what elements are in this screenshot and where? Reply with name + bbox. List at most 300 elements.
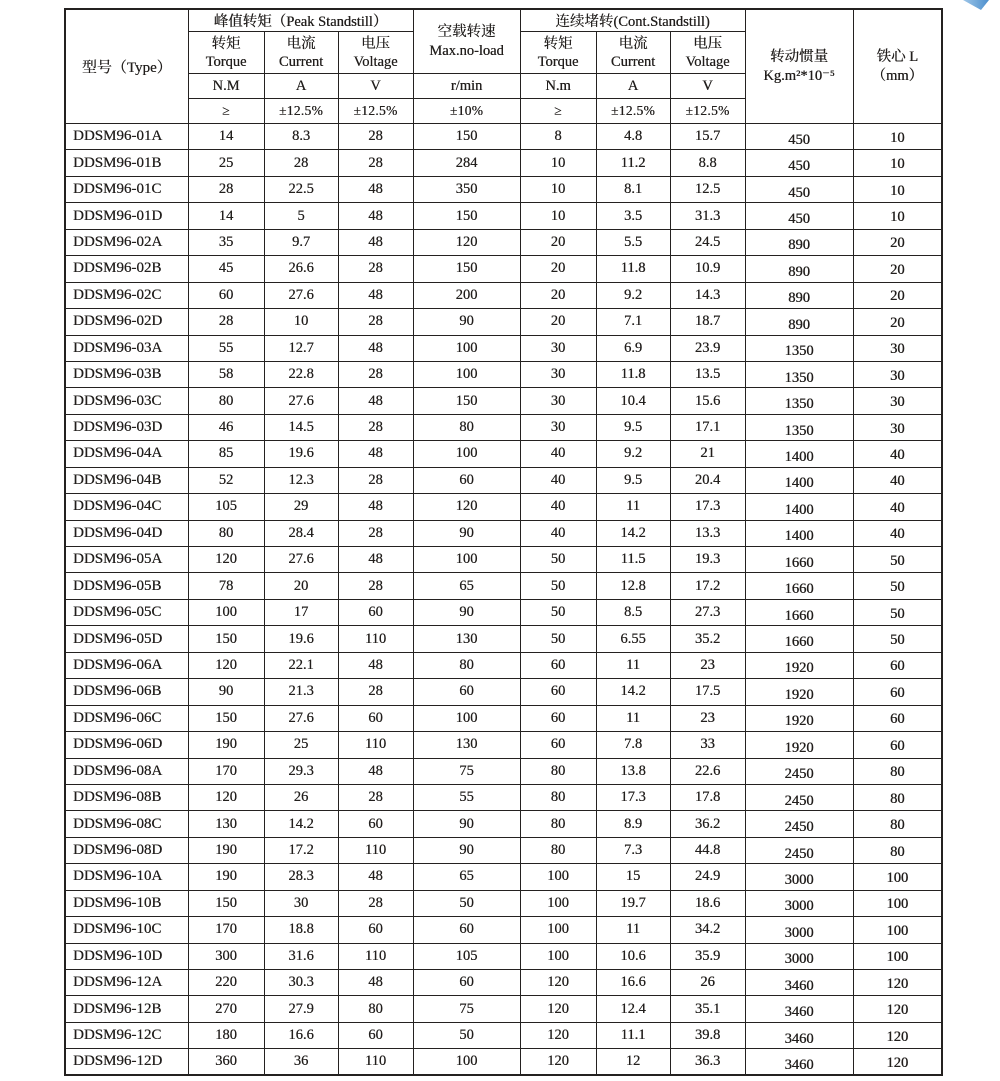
value-cell: 60 [853, 705, 942, 731]
value-cell: 17.8 [670, 784, 745, 810]
model-cell: DDSM96-04A [65, 441, 188, 467]
header-cont-voltage [670, 32, 745, 74]
value-cell: 15.6 [670, 388, 745, 414]
motor-spec-table [64, 8, 943, 1076]
value-cell: 58 [188, 361, 264, 387]
cont-voltage-cn: 电压 [693, 35, 723, 52]
value-cell: 48 [338, 282, 413, 308]
model-cell: DDSM96-01A [65, 124, 188, 150]
value-cell: 21 [670, 441, 745, 467]
value-cell: 50 [853, 573, 942, 599]
value-cell: 12.5 [670, 176, 745, 202]
model-cell: DDSM96-02A [65, 229, 188, 255]
value-cell: 10.9 [670, 256, 745, 282]
table-header [65, 9, 942, 124]
value-cell: 60 [338, 917, 413, 943]
value-cell: 100 [853, 864, 942, 890]
value-cell: 110 [338, 1049, 413, 1075]
value-cell: 150 [413, 256, 520, 282]
table-row [65, 335, 942, 361]
value-cell: 1350 [745, 414, 853, 440]
value-cell: 100 [413, 547, 520, 573]
table-row [65, 890, 942, 916]
value-cell: 110 [338, 626, 413, 652]
value-cell: 40 [853, 520, 942, 546]
value-cell: 17.5 [670, 679, 745, 705]
value-cell: 190 [188, 732, 264, 758]
model-cell: DDSM96-03C [65, 388, 188, 414]
table-row [65, 388, 942, 414]
value-cell: 17.3 [596, 784, 670, 810]
unit-peak-current: A [264, 74, 338, 99]
value-cell: 50 [413, 1022, 520, 1048]
value-cell: 15 [596, 864, 670, 890]
value-cell: 8 [520, 124, 596, 150]
table-row [65, 679, 942, 705]
table-row [65, 784, 942, 810]
value-cell: 28 [338, 520, 413, 546]
model-cell: DDSM96-12A [65, 970, 188, 996]
model-cell: DDSM96-04D [65, 520, 188, 546]
value-cell: 17.2 [264, 837, 338, 863]
value-cell: 8.3 [264, 124, 338, 150]
header-core [853, 9, 942, 124]
value-cell: 20 [520, 309, 596, 335]
model-cell: DDSM96-06C [65, 705, 188, 731]
value-cell: 60 [853, 652, 942, 678]
value-cell: 22.1 [264, 652, 338, 678]
table-row [65, 203, 942, 229]
value-cell: 1920 [745, 705, 853, 731]
value-cell: 2450 [745, 784, 853, 810]
value-cell: 21.3 [264, 679, 338, 705]
value-cell: 80 [188, 520, 264, 546]
model-cell: DDSM96-05C [65, 599, 188, 625]
value-cell: 11 [596, 705, 670, 731]
value-cell: 450 [745, 150, 853, 176]
value-cell: 80 [520, 837, 596, 863]
value-cell: 80 [853, 758, 942, 784]
value-cell: 60 [520, 652, 596, 678]
value-cell: 1400 [745, 467, 853, 493]
value-cell: 150 [413, 388, 520, 414]
unit-noload: r/min [413, 74, 520, 99]
value-cell: 50 [520, 547, 596, 573]
value-cell: 10.4 [596, 388, 670, 414]
value-cell: 12.3 [264, 467, 338, 493]
value-cell: 55 [188, 335, 264, 361]
value-cell: 110 [338, 837, 413, 863]
value-cell: 48 [338, 229, 413, 255]
value-cell: 55 [413, 784, 520, 810]
value-cell: 19.6 [264, 626, 338, 652]
value-cell: 150 [413, 203, 520, 229]
value-cell: 48 [338, 441, 413, 467]
value-cell: 25 [264, 732, 338, 758]
value-cell: 28 [338, 414, 413, 440]
value-cell: 3460 [745, 996, 853, 1022]
value-cell: 50 [520, 599, 596, 625]
value-cell: 20 [264, 573, 338, 599]
header-noload-cn: 空载转速 [437, 23, 496, 40]
unit-cont-torque: N.m [520, 74, 596, 99]
value-cell: 890 [745, 229, 853, 255]
value-cell: 130 [188, 811, 264, 837]
value-cell: 33 [670, 732, 745, 758]
value-cell: 27.9 [264, 996, 338, 1022]
value-cell: 8.1 [596, 176, 670, 202]
value-cell: 75 [413, 758, 520, 784]
table-row [65, 176, 942, 202]
value-cell: 60 [413, 679, 520, 705]
value-cell: 60 [338, 811, 413, 837]
header-type: 型号（Type） [65, 9, 188, 124]
value-cell: 12 [596, 1049, 670, 1075]
value-cell: 14.2 [264, 811, 338, 837]
value-cell: 35 [188, 229, 264, 255]
value-cell: 80 [413, 652, 520, 678]
value-cell: 100 [853, 890, 942, 916]
value-cell: 28 [264, 150, 338, 176]
model-cell: DDSM96-12B [65, 996, 188, 1022]
value-cell: 35.1 [670, 996, 745, 1022]
value-cell: 14 [188, 124, 264, 150]
value-cell: 14.2 [596, 520, 670, 546]
value-cell: 11.2 [596, 150, 670, 176]
model-cell: DDSM96-06D [65, 732, 188, 758]
peak-voltage-en: Voltage [353, 53, 398, 70]
value-cell: 52 [188, 467, 264, 493]
value-cell: 20 [853, 256, 942, 282]
model-cell: DDSM96-10C [65, 917, 188, 943]
model-cell: DDSM96-03D [65, 414, 188, 440]
value-cell: 28 [338, 309, 413, 335]
value-cell: 890 [745, 256, 853, 282]
value-cell: 48 [338, 970, 413, 996]
model-cell: DDSM96-12C [65, 1022, 188, 1048]
value-cell: 3460 [745, 1022, 853, 1048]
value-cell: 1350 [745, 388, 853, 414]
model-cell: DDSM96-05A [65, 547, 188, 573]
value-cell: 17.3 [670, 494, 745, 520]
value-cell: 50 [853, 599, 942, 625]
model-cell: DDSM96-04C [65, 494, 188, 520]
value-cell: 11.5 [596, 547, 670, 573]
model-cell: DDSM96-05D [65, 626, 188, 652]
value-cell: 44.8 [670, 837, 745, 863]
value-cell: 48 [338, 547, 413, 573]
value-cell: 20 [853, 229, 942, 255]
model-cell: DDSM96-02D [65, 309, 188, 335]
value-cell: 80 [853, 837, 942, 863]
value-cell: 30.3 [264, 970, 338, 996]
cont-voltage-en: Voltage [685, 53, 730, 70]
value-cell: 24.9 [670, 864, 745, 890]
model-cell: DDSM96-05B [65, 573, 188, 599]
value-cell: 35.2 [670, 626, 745, 652]
table-row [65, 441, 942, 467]
value-cell: 30 [520, 335, 596, 361]
value-cell: 20 [520, 282, 596, 308]
cont-current-en: Current [610, 53, 656, 70]
value-cell: 10 [853, 203, 942, 229]
value-cell: 100 [413, 361, 520, 387]
model-cell: DDSM96-03B [65, 361, 188, 387]
value-cell: 20.4 [670, 467, 745, 493]
table-row [65, 758, 942, 784]
value-cell: 12.7 [264, 335, 338, 361]
value-cell: 18.7 [670, 309, 745, 335]
value-cell: 890 [745, 309, 853, 335]
value-cell: 28.4 [264, 520, 338, 546]
value-cell: 11 [596, 917, 670, 943]
value-cell: 16.6 [264, 1022, 338, 1048]
value-cell: 100 [413, 335, 520, 361]
value-cell: 284 [413, 150, 520, 176]
value-cell: 20 [520, 256, 596, 282]
tol-cont-voltage: ±12.5% [670, 99, 745, 124]
value-cell: 23.9 [670, 335, 745, 361]
value-cell: 48 [338, 758, 413, 784]
value-cell: 120 [520, 970, 596, 996]
value-cell: 3000 [745, 917, 853, 943]
value-cell: 100 [520, 943, 596, 969]
value-cell: 14 [188, 203, 264, 229]
value-cell: 30 [520, 388, 596, 414]
value-cell: 11.8 [596, 361, 670, 387]
model-cell: DDSM96-10D [65, 943, 188, 969]
value-cell: 90 [413, 309, 520, 335]
model-cell: DDSM96-01C [65, 176, 188, 202]
value-cell: 120 [853, 996, 942, 1022]
table-row [65, 573, 942, 599]
value-cell: 120 [853, 1049, 942, 1075]
model-cell: DDSM96-04B [65, 467, 188, 493]
value-cell: 100 [520, 917, 596, 943]
value-cell: 9.5 [596, 414, 670, 440]
value-cell: 11.8 [596, 256, 670, 282]
value-cell: 27.3 [670, 599, 745, 625]
value-cell: 270 [188, 996, 264, 1022]
value-cell: 150 [413, 124, 520, 150]
value-cell: 50 [853, 626, 942, 652]
value-cell: 60 [853, 679, 942, 705]
value-cell: 100 [413, 1049, 520, 1075]
table-row [65, 256, 942, 282]
value-cell: 190 [188, 864, 264, 890]
value-cell: 17.2 [670, 573, 745, 599]
value-cell: 14.2 [596, 679, 670, 705]
value-cell: 29 [264, 494, 338, 520]
value-cell: 180 [188, 1022, 264, 1048]
value-cell: 3460 [745, 970, 853, 996]
value-cell: 20 [853, 282, 942, 308]
value-cell: 100 [520, 864, 596, 890]
table-row [65, 1022, 942, 1048]
model-cell: DDSM96-01D [65, 203, 188, 229]
value-cell: 28 [338, 150, 413, 176]
value-cell: 8.9 [596, 811, 670, 837]
unit-peak-voltage: V [338, 74, 413, 99]
value-cell: 120 [853, 970, 942, 996]
value-cell: 36.2 [670, 811, 745, 837]
value-cell: 15.7 [670, 124, 745, 150]
model-cell: DDSM96-08B [65, 784, 188, 810]
header-core-unit: （mm） [871, 67, 924, 84]
table-row [65, 150, 942, 176]
value-cell: 100 [520, 890, 596, 916]
model-cell: DDSM96-08C [65, 811, 188, 837]
peak-torque-en: Torque [205, 53, 247, 70]
value-cell: 22.8 [264, 361, 338, 387]
value-cell: 60 [338, 705, 413, 731]
model-cell: DDSM96-08A [65, 758, 188, 784]
value-cell: 80 [188, 388, 264, 414]
value-cell: 6.9 [596, 335, 670, 361]
value-cell: 90 [413, 811, 520, 837]
value-cell: 48 [338, 388, 413, 414]
value-cell: 12.4 [596, 996, 670, 1022]
value-cell: 90 [413, 599, 520, 625]
table-row [65, 520, 942, 546]
value-cell: 170 [188, 917, 264, 943]
value-cell: 130 [413, 626, 520, 652]
value-cell: 28 [338, 573, 413, 599]
value-cell: 100 [188, 599, 264, 625]
value-cell: 12.8 [596, 573, 670, 599]
value-cell: 450 [745, 176, 853, 202]
value-cell: 28 [338, 256, 413, 282]
value-cell: 110 [338, 943, 413, 969]
value-cell: 8.5 [596, 599, 670, 625]
tol-cont-torque: ≥ [520, 99, 596, 124]
value-cell: 48 [338, 335, 413, 361]
value-cell: 2450 [745, 811, 853, 837]
value-cell: 80 [853, 784, 942, 810]
value-cell: 40 [520, 441, 596, 467]
value-cell: 120 [853, 1022, 942, 1048]
value-cell: 20 [520, 229, 596, 255]
value-cell: 60 [853, 732, 942, 758]
value-cell: 120 [520, 1022, 596, 1048]
value-cell: 19.7 [596, 890, 670, 916]
value-cell: 50 [520, 573, 596, 599]
model-cell: DDSM96-12D [65, 1049, 188, 1075]
value-cell: 17.1 [670, 414, 745, 440]
value-cell: 60 [413, 970, 520, 996]
value-cell: 11 [596, 494, 670, 520]
value-cell: 40 [520, 494, 596, 520]
value-cell: 29.3 [264, 758, 338, 784]
header-inertia-cn: 转动惯量 [770, 48, 829, 65]
peak-torque-cn: 转矩 [211, 35, 241, 52]
tol-cont-current: ±12.5% [596, 99, 670, 124]
value-cell: 20 [853, 309, 942, 335]
value-cell: 48 [338, 176, 413, 202]
table-row [65, 626, 942, 652]
header-inertia [745, 9, 853, 124]
table-row [65, 467, 942, 493]
table-row [65, 970, 942, 996]
value-cell: 105 [188, 494, 264, 520]
value-cell: 14.5 [264, 414, 338, 440]
value-cell: 120 [188, 784, 264, 810]
value-cell: 40 [853, 467, 942, 493]
unit-peak-torque: N.M [188, 74, 264, 99]
value-cell: 1400 [745, 520, 853, 546]
value-cell: 1350 [745, 335, 853, 361]
value-cell: 18.8 [264, 917, 338, 943]
value-cell: 90 [188, 679, 264, 705]
value-cell: 60 [413, 917, 520, 943]
table-row [65, 732, 942, 758]
value-cell: 6.55 [596, 626, 670, 652]
header-peak-voltage [338, 32, 413, 74]
value-cell: 65 [413, 573, 520, 599]
value-cell: 24.5 [670, 229, 745, 255]
value-cell: 85 [188, 441, 264, 467]
value-cell: 10 [264, 309, 338, 335]
model-cell: DDSM96-08D [65, 837, 188, 863]
value-cell: 25 [188, 150, 264, 176]
value-cell: 48 [338, 203, 413, 229]
value-cell: 40 [520, 467, 596, 493]
model-cell: DDSM96-10A [65, 864, 188, 890]
header-inertia-unit: Kg.m²*10⁻⁵ [763, 67, 835, 84]
value-cell: 80 [520, 758, 596, 784]
table-row [65, 652, 942, 678]
table-row [65, 599, 942, 625]
value-cell: 100 [853, 943, 942, 969]
value-cell: 9.7 [264, 229, 338, 255]
spec-table-body [65, 124, 942, 1076]
cont-current-cn: 电流 [618, 35, 648, 52]
value-cell: 1660 [745, 599, 853, 625]
table-row [65, 917, 942, 943]
value-cell: 360 [188, 1049, 264, 1075]
value-cell: 34.2 [670, 917, 745, 943]
table-row [65, 229, 942, 255]
value-cell: 1400 [745, 494, 853, 520]
value-cell: 19.6 [264, 441, 338, 467]
value-cell: 10 [853, 150, 942, 176]
value-cell: 130 [413, 732, 520, 758]
value-cell: 48 [338, 864, 413, 890]
value-cell: 46 [188, 414, 264, 440]
value-cell: 80 [413, 414, 520, 440]
value-cell: 80 [520, 811, 596, 837]
header-noload [413, 9, 520, 74]
value-cell: 22.5 [264, 176, 338, 202]
model-cell: DDSM96-06B [65, 679, 188, 705]
value-cell: 190 [188, 837, 264, 863]
value-cell: 28 [338, 890, 413, 916]
value-cell: 60 [520, 732, 596, 758]
value-cell: 27.6 [264, 282, 338, 308]
value-cell: 1920 [745, 732, 853, 758]
header-cont-torque [520, 32, 596, 74]
table-row [65, 361, 942, 387]
header-peak-current [264, 32, 338, 74]
value-cell: 150 [188, 626, 264, 652]
value-cell: 100 [413, 705, 520, 731]
value-cell: 5 [264, 203, 338, 229]
header-peak-group: 峰值转矩（Peak Standstill） [188, 9, 413, 32]
value-cell: 120 [188, 547, 264, 573]
value-cell: 28 [338, 784, 413, 810]
value-cell: 10 [853, 176, 942, 202]
value-cell: 40 [853, 441, 942, 467]
